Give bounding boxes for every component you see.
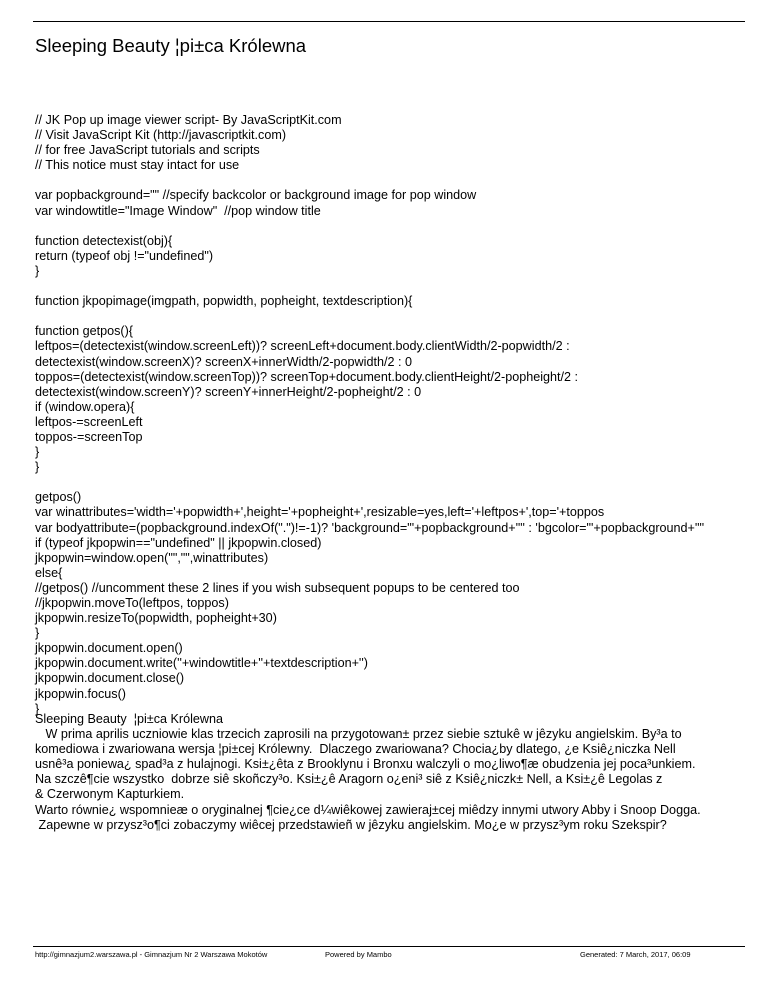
footer-rule: [33, 946, 745, 947]
page-title: Sleeping Beauty ¦pi±ca Królewna: [35, 35, 307, 56]
code-line: if (window.opera){: [35, 399, 135, 414]
footer-powered-by: Powered by Mambo: [325, 950, 392, 959]
code-line: }: [35, 626, 40, 641]
code-line: [35, 219, 704, 234]
code-line: jkpopwin.resizeTo(popwidth, popheight+30): [35, 611, 277, 626]
code-line: leftpos-=screenLeft: [35, 414, 143, 429]
code-line: }: [35, 701, 40, 716]
code-line: var popbackground="" //specify backcolor or background image for pop window: [35, 188, 477, 203]
article-line: Na szczê¶cie wszystko dobrze siê skoñczy³o. Ksi±¿ê Aragorn o¿eni³ siê z Ksiê¿niczk± Nell, a Ksi±¿ê Legolas z: [35, 772, 663, 787]
article-text: [35, 712, 701, 833]
code-line: [35, 279, 704, 294]
code-line: if (typeof jkpopwin=="undefined" || jkpopwin.closed): [35, 535, 322, 550]
article-line: Sleeping Beauty ¦pi±ca Królewna: [35, 712, 224, 726]
code-line: function getpos(){: [35, 324, 134, 339]
article-line: & Czerwonym Kapturkiem.: [35, 787, 185, 802]
code-line: getpos(): [35, 490, 82, 505]
code-line: var windowtitle="Image Window" //pop window title: [35, 203, 321, 218]
code-line: }: [35, 263, 40, 278]
code-line: return (typeof obj !="undefined"): [35, 248, 214, 263]
article-line: Zapewne w przysz³o¶ci zobaczymy wiêcej przedstawieñ w jêzyku angielskim. Mo¿e w przysz³ym roku Szekspir?: [35, 817, 667, 832]
code-line: jkpopwin=window.open("","",winattributes): [35, 550, 269, 565]
article-line: komediowa i zwariowana wersja ¦pi±cej Królewny. Dlaczego zwariowana? Chocia¿by dlatego, ¿e Ksiê¿niczka Nell: [35, 742, 676, 757]
code-line: detectexist(window.screenX)? screenX+innerWidth/2-popwidth/2 : 0: [35, 354, 412, 369]
code-line: [35, 173, 704, 188]
code-line: }: [35, 445, 40, 460]
code-line: // JK Pop up image viewer script- By JavaScriptKit.com: [35, 113, 342, 127]
code-line: detectexist(window.screenY)? screenY+innerHeight/2-popheight/2 : 0: [35, 384, 422, 399]
code-line: jkpopwin.focus(): [35, 686, 126, 701]
code-line: // Visit JavaScript Kit (http://javascriptkit.com): [35, 128, 287, 143]
code-line: else{: [35, 565, 63, 580]
code-line: [35, 475, 704, 490]
article-line: W prima aprilis uczniowie klas trzecich zaprosili na przygotowan± przez siebie sztukê w jêzyku angielskim. By³a to: [35, 727, 682, 742]
code-line: toppos=(detectexist(window.screenTop))? screenTop+document.body.clientHeight/2-popheight/2 :: [35, 369, 579, 384]
article-line: Warto równie¿ wspomnieæ o oryginalnej ¶cie¿ce d¼wiêkowej zawieraj±cej miêdzy innymi utwory Abby i Snoop Dogga.: [35, 802, 701, 817]
script-code-block: [35, 113, 704, 717]
code-line: //jkpopwin.moveTo(leftpos, toppos): [35, 596, 229, 610]
footer-site-link[interactable]: http://gimnazjum2.warszawa.pl - Gimnazjum Nr 2 Warszawa Mokotów: [35, 950, 268, 959]
code-line: function jkpopimage(imgpath, popwidth, popheight, textdescription){: [35, 294, 413, 309]
footer-generated-date: Generated: 7 March, 2017, 06:09: [580, 950, 691, 959]
code-line: function detectexist(obj){: [35, 233, 173, 248]
code-line: leftpos=(detectexist(window.screenLeft))? screenLeft+document.body.clientWidth/2-popwidth/2 :: [35, 339, 570, 354]
code-line: jkpopwin.document.write(''+windowtitle+''+textdescription+''): [35, 656, 368, 671]
code-line: jkpopwin.document.close(): [35, 671, 185, 686]
code-line: // for free JavaScript tutorials and scripts: [35, 143, 260, 158]
code-line: }: [35, 460, 40, 475]
code-line: //getpos() //uncomment these 2 lines if you wish subsequent popups to be centered too: [35, 580, 520, 595]
code-line: [35, 309, 704, 324]
code-line: jkpopwin.document.open(): [35, 641, 183, 656]
code-line: // This notice must stay intact for use: [35, 158, 240, 173]
article-line: usnê³a poniewa¿ spad³a z hulajnogi. Ksi±¿êta z Brooklynu i Bronxu walczyli o mo¿liwo¶æ obudzenia jej poca³unkiem.: [35, 757, 696, 772]
code-line: var bodyattribute=(popbackground.indexOf(".")!=-1)? 'background="'+popbackground+'"' : 'bgcolor="'+popbackground+'"': [35, 520, 705, 535]
code-line: var winattributes='width='+popwidth+',height='+popheight+',resizable=yes,left='+leftpos+',top='+toppos: [35, 505, 605, 520]
header-rule: [33, 21, 745, 22]
code-line: toppos-=screenTop: [35, 429, 143, 444]
